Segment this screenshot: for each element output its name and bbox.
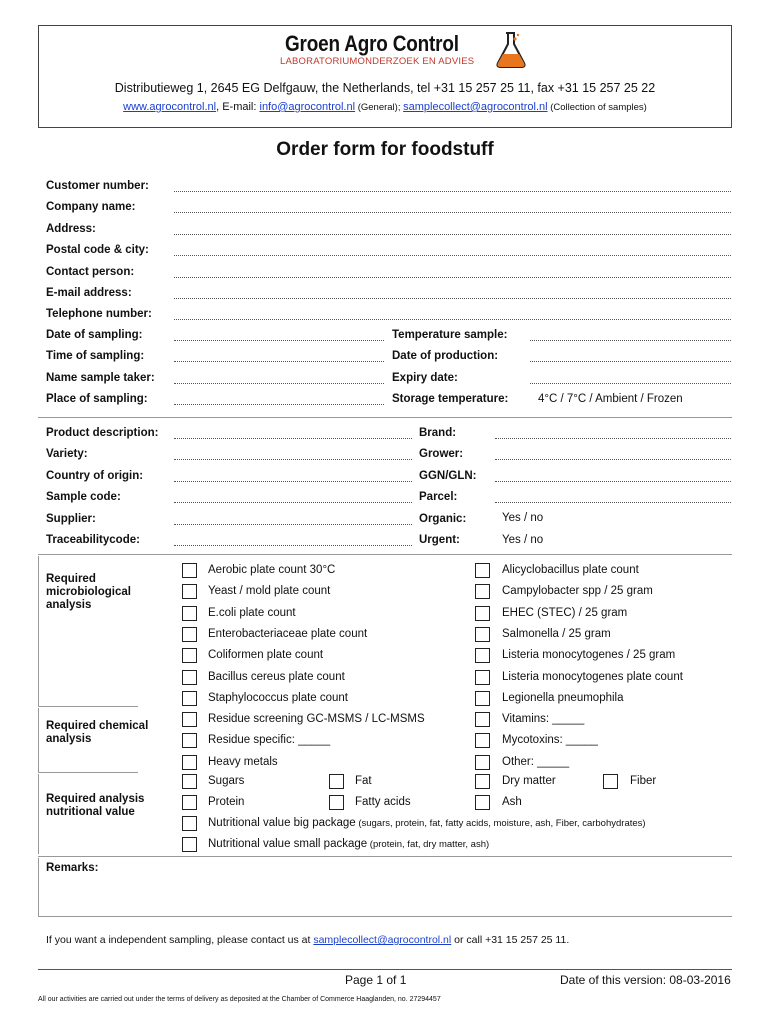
checkbox-staphylococcus-plate-count[interactable] xyxy=(182,691,197,706)
company-address: Distributieweg 1, 2645 EG Delfgauw, the Netherlands, tel +31 15 257 25 11, fax +31 15 257 25 22 xyxy=(114,81,656,95)
checkbox-nutritional-small[interactable] xyxy=(182,837,197,852)
option-residue-specific: Residue specific: _____ xyxy=(208,734,331,747)
field-input-company-name[interactable] xyxy=(174,212,731,213)
company-tagline: LABORATORIUMONDERZOEK EN ADVIES xyxy=(280,56,475,67)
checkbox-protein[interactable] xyxy=(182,795,197,810)
checkbox-heavy-metals[interactable] xyxy=(182,755,197,770)
option-aerobic-plate-count-30-c: Aerobic plate count 30°C xyxy=(208,564,336,576)
website-link[interactable]: www.agrocontrol.nl xyxy=(123,101,217,113)
option-nutritional-big-note: (sugars, protein, fat, fatty acids, moisture, ash, Fiber, carbohydrates) xyxy=(355,818,646,829)
option-listeria-monocytogenes-25-gram: Listeria monocytogenes / 25 gram xyxy=(502,649,676,662)
footer-note xyxy=(46,934,569,946)
field-input-time-of-sampling[interactable] xyxy=(174,361,384,362)
option-e-coli-plate-count: E.coli plate count xyxy=(208,606,296,619)
product-label: Traceabilitycode: xyxy=(46,534,140,546)
contact-links xyxy=(0,101,770,113)
field-input-ggn-gln[interactable] xyxy=(495,481,731,482)
option-nutritional-big xyxy=(208,817,646,829)
remarks-bracket xyxy=(38,858,39,916)
option-enterobacteriaceae-plate-count: Enterobacteriaceae plate count xyxy=(208,627,368,640)
checkbox-nutritional-big[interactable] xyxy=(182,816,197,831)
option-nutritional-big-label: Nutritional value big package xyxy=(208,817,356,829)
field-input-customer-number[interactable] xyxy=(174,191,731,192)
option-nutritional-small-label: Nutritional value small package xyxy=(208,838,368,850)
option-protein: Protein xyxy=(208,796,245,808)
checkbox-enterobacteriaceae-plate-count[interactable] xyxy=(182,627,197,642)
field-input-supplier[interactable] xyxy=(174,524,412,525)
option-yeast-mold-plate-count: Yeast / mold plate count xyxy=(208,585,331,598)
option-mycotoxins: Mycotoxins: _____ xyxy=(502,734,598,747)
option-legionella-pneumophila: Legionella pneumophila xyxy=(502,691,624,704)
checkbox-fat[interactable] xyxy=(329,774,344,789)
divider xyxy=(38,706,138,707)
option-listeria-monocytogenes-plate-count: Listeria monocytogenes plate count xyxy=(502,670,683,683)
checkbox-listeria-monocytogenes-25-gram[interactable] xyxy=(475,648,490,663)
field-input-address[interactable] xyxy=(174,234,731,235)
product-label: Brand: xyxy=(419,427,457,439)
field-input-country-of-origin[interactable] xyxy=(174,481,412,482)
checkbox-mycotoxins[interactable] xyxy=(475,733,490,748)
checkbox-ehec-stec-25-gram[interactable] xyxy=(475,606,490,621)
organic-options: Yes / no xyxy=(502,512,544,524)
sampling-label: Time of sampling: xyxy=(46,350,145,363)
section-bracket xyxy=(38,556,39,706)
field-input-variety[interactable] xyxy=(174,459,412,460)
nutritional-heading: Required analysis nutritional value xyxy=(46,793,145,818)
checkbox-sugars[interactable] xyxy=(182,774,197,789)
checkbox-alicyclobacillus-plate-count[interactable] xyxy=(475,563,490,578)
checkbox-ash[interactable] xyxy=(475,795,490,810)
email-general-note: (General); xyxy=(355,102,404,113)
product-label: Country of origin: xyxy=(46,469,144,482)
field-input-sample-code[interactable] xyxy=(174,502,412,503)
storage-options: 4°C / 7°C / Ambient / Frozen xyxy=(538,393,683,405)
option-ehec-stec-25-gram: EHEC (STEC) / 25 gram xyxy=(502,606,628,619)
checkbox-bacillus-cereus-plate-count[interactable] xyxy=(182,670,197,685)
checkbox-e-coli-plate-count[interactable] xyxy=(182,606,197,621)
option-nutritional-small xyxy=(208,838,489,850)
field-input-date-of-sampling[interactable] xyxy=(174,340,384,341)
email-general-link[interactable]: info@agrocontrol.nl xyxy=(259,101,356,113)
field-input-e-mail-address[interactable] xyxy=(174,298,731,299)
field-input-product-description[interactable] xyxy=(174,438,412,439)
sampling-label: Name sample taker: xyxy=(46,371,155,384)
checkbox-other[interactable] xyxy=(475,755,490,770)
option-staphylococcus-plate-count: Staphylococcus plate count xyxy=(208,691,349,704)
option-salmonella-25-gram: Salmonella / 25 gram xyxy=(502,627,611,640)
page-number: Page 1 of 1 xyxy=(345,973,407,987)
email-prefix: , E-mail: xyxy=(216,101,260,113)
checkbox-salmonella-25-gram[interactable] xyxy=(475,627,490,642)
option-campylobacter-spp-25-gram: Campylobacter spp / 25 gram xyxy=(502,585,653,598)
field-input-telephone-number[interactable] xyxy=(174,319,731,320)
field-input-postal-code-city[interactable] xyxy=(174,255,731,256)
sampling-label: Expiry date: xyxy=(392,371,458,384)
checkbox-coliformen-plate-count[interactable] xyxy=(182,648,197,663)
field-label: Postal code & city: xyxy=(46,244,149,257)
field-input-traceabilitycode[interactable] xyxy=(174,545,412,546)
product-label: Parcel: xyxy=(419,491,458,504)
product-label: Variety: xyxy=(46,448,88,461)
product-label: GGN/GLN: xyxy=(419,469,477,482)
field-input-date-of-production[interactable] xyxy=(530,361,731,362)
checkbox-residue-specific[interactable] xyxy=(182,733,197,748)
field-input-temperature-sample[interactable] xyxy=(530,340,731,341)
sampling-label: Place of sampling: xyxy=(46,393,148,406)
field-input-brand[interactable] xyxy=(495,438,731,439)
checkbox-legionella-pneumophila[interactable] xyxy=(475,691,490,706)
field-label: Address: xyxy=(46,222,96,235)
option-sugars: Sugars xyxy=(208,775,245,787)
field-input-contact-person[interactable] xyxy=(174,277,731,278)
option-ash: Ash xyxy=(502,796,522,808)
field-label: Company name: xyxy=(46,201,136,214)
option-nutritional-small-note: (protein, fat, dry matter, ash) xyxy=(367,839,490,850)
field-input-name-sample-taker[interactable] xyxy=(174,383,384,384)
field-label: Telephone number: xyxy=(46,308,152,321)
version-date: Date of this version: 08-03-2016 xyxy=(560,973,731,987)
option-fiber: Fiber xyxy=(630,775,657,787)
product-label: Organic: xyxy=(419,512,467,525)
field-input-expiry-date[interactable] xyxy=(530,383,731,384)
product-label: Product description: xyxy=(46,427,159,439)
checkbox-yeast-mold-plate-count[interactable] xyxy=(182,584,197,599)
field-label: E-mail address: xyxy=(46,287,132,299)
option-dry-matter: Dry matter xyxy=(502,775,556,787)
product-label: Supplier: xyxy=(46,512,96,525)
option-alicyclobacillus-plate-count: Alicyclobacillus plate count xyxy=(502,564,639,576)
product-label: Grower: xyxy=(419,448,464,461)
divider xyxy=(38,417,732,418)
option-coliformen-plate-count: Coliformen plate count xyxy=(208,649,324,662)
email-samples-note: (Collection of samples) xyxy=(547,102,647,113)
divider xyxy=(38,916,732,917)
checkbox-dry-matter[interactable] xyxy=(475,774,490,789)
option-vitamins: Vitamins: _____ xyxy=(502,713,585,726)
option-other: Other: _____ xyxy=(502,755,570,768)
sampling-label: Storage temperature: xyxy=(392,393,509,406)
section-bracket xyxy=(38,708,39,772)
footer-email-link[interactable]: samplecollect@agrocontrol.nl xyxy=(313,934,452,946)
option-bacillus-cereus-plate-count: Bacillus cereus plate count xyxy=(208,670,345,683)
checkbox-fatty-acids[interactable] xyxy=(329,795,344,810)
product-label: Sample code: xyxy=(46,491,121,504)
checkbox-campylobacter-spp-25-gram[interactable] xyxy=(475,584,490,599)
checkbox-fiber[interactable] xyxy=(603,774,618,789)
sampling-label: Date of sampling: xyxy=(46,329,143,341)
product-label: Urgent: xyxy=(419,534,460,546)
footer-note-prefix: If you want a independent sampling, please contact us at xyxy=(46,934,314,946)
sampling-label: Temperature sample: xyxy=(392,329,508,341)
checkbox-aerobic-plate-count-30-c[interactable] xyxy=(182,563,197,578)
footer-note-suffix: or call +31 15 257 25 11. xyxy=(451,934,570,946)
field-input-grower[interactable] xyxy=(495,459,731,460)
legal-note: All our activities are carried out under the terms of delivery as deposited at the Chamber of Commerce Haaglanden, no. 27294457 xyxy=(38,996,441,1003)
option-heavy-metals: Heavy metals xyxy=(208,755,278,768)
chemical-heading: Required chemical analysis xyxy=(46,720,149,745)
flask-logo-icon xyxy=(493,30,531,70)
checkbox-listeria-monocytogenes-plate-count[interactable] xyxy=(475,670,490,685)
field-input-parcel[interactable] xyxy=(495,502,731,503)
micro-heading: Required microbiological analysis xyxy=(46,573,131,611)
field-input-place-of-sampling[interactable] xyxy=(174,404,384,405)
option-fat: Fat xyxy=(355,775,372,787)
option-residue-screening-gc-msms-lc-msms: Residue screening GC-MSMS / LC-MSMS xyxy=(208,713,425,726)
divider xyxy=(38,856,732,857)
company-name: Groen Agro Control xyxy=(285,31,459,56)
urgent-options: Yes / no xyxy=(502,534,544,546)
email-samples-link[interactable]: samplecollect@agrocontrol.nl xyxy=(403,101,548,113)
field-label: Contact person: xyxy=(46,265,135,278)
section-bracket xyxy=(38,774,39,854)
divider xyxy=(38,772,138,773)
field-label: Customer number: xyxy=(46,180,149,192)
sampling-label: Date of production: xyxy=(392,350,499,363)
page-title: Order form for foodstuff xyxy=(276,139,494,160)
remarks-label: Remarks: xyxy=(46,862,99,874)
checkbox-residue-screening-gc-msms-lc-msms[interactable] xyxy=(182,712,197,727)
checkbox-vitamins[interactable] xyxy=(475,712,490,727)
option-fatty-acids: Fatty acids xyxy=(355,796,411,808)
divider xyxy=(38,554,732,555)
footer-rule xyxy=(38,969,732,970)
